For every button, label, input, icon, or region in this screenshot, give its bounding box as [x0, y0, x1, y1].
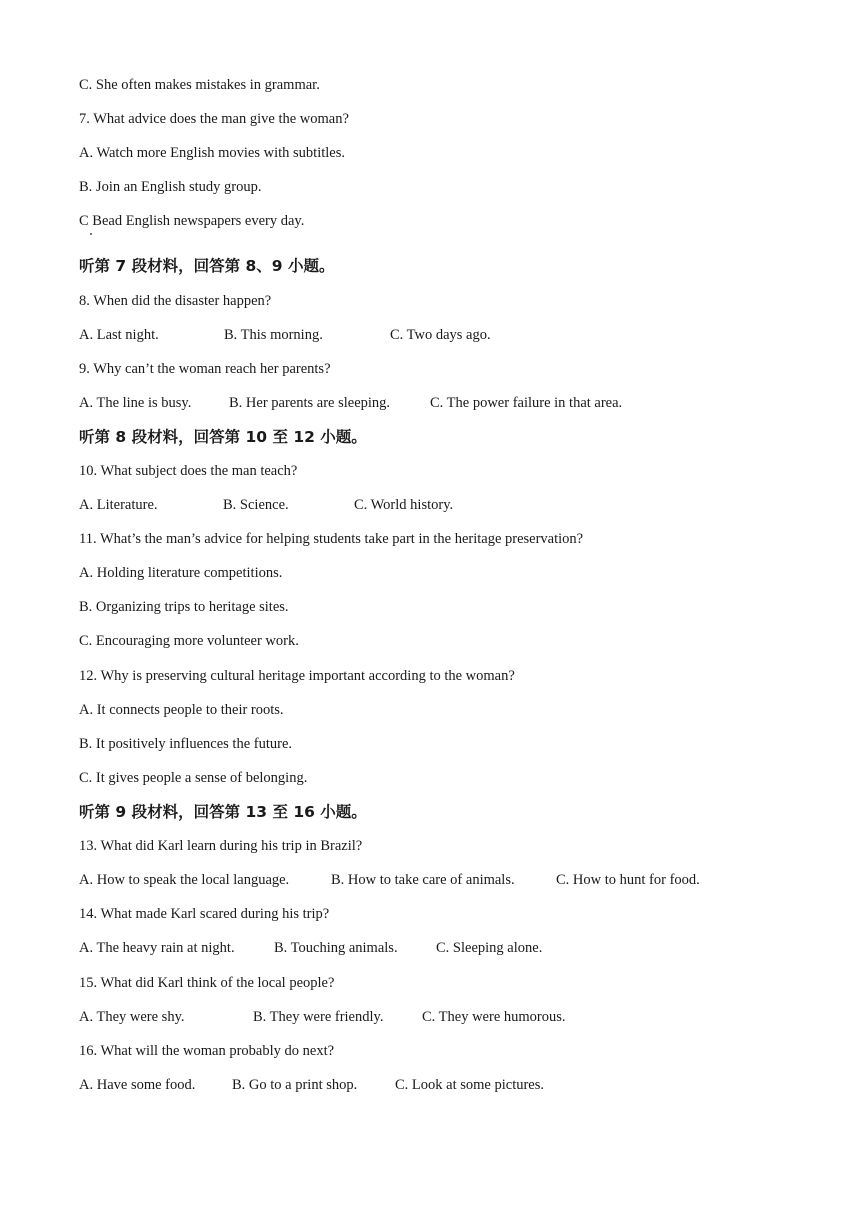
q14-option-a: A. The heavy rain at night. — [79, 940, 235, 956]
q8-option-b: B. This morning. — [224, 327, 323, 343]
q7-option-c: C Bead English newspapers every day. — [79, 213, 305, 229]
q9-option-a: A. The line is busy. — [79, 395, 192, 411]
section-heading-7: 听第 7 段材料，回答第 8、9 小题。 — [79, 257, 335, 275]
q15-option-c: C. They were humorous. — [422, 1009, 566, 1025]
section-heading-8: 听第 8 段材料，回答第 10 至 12 小题。 — [79, 428, 367, 446]
q15-option-a: A. They were shy. — [79, 1009, 185, 1025]
q9-question: 9. Why can’t the woman reach her parents? — [79, 361, 331, 377]
q15-question: 15. What did Karl think of the local people? — [79, 975, 335, 991]
q7-option-a: A. Watch more English movies with subtitles. — [79, 145, 345, 161]
q14-option-c: C. Sleeping alone. — [436, 940, 543, 956]
scan-speck — [90, 233, 92, 235]
q10-option-b: B. Science. — [223, 497, 289, 513]
q15-option-b: B. They were friendly. — [253, 1009, 384, 1025]
q11-option-a: A. Holding literature competitions. — [79, 565, 283, 581]
q13-option-b: B. How to take care of animals. — [331, 872, 515, 888]
q12-option-a: A. It connects people to their roots. — [79, 702, 284, 718]
q7-option-b: B. Join an English study group. — [79, 179, 262, 195]
q12-question: 12. Why is preserving cultural heritage important according to the woman? — [79, 668, 515, 684]
q14-question: 14. What made Karl scared during his trip? — [79, 906, 330, 922]
q10-question: 10. What subject does the man teach? — [79, 463, 298, 479]
q16-question: 16. What will the woman probably do next? — [79, 1043, 335, 1059]
q13-question: 13. What did Karl learn during his trip in Brazil? — [79, 838, 363, 854]
q11-question: 11. What’s the man’s advice for helping students take part in the heritage preservation? — [79, 531, 584, 547]
q9-option-c: C. The power failure in that area. — [430, 395, 623, 411]
q13-option-c: C. How to hunt for food. — [556, 872, 700, 888]
q12-option-b: B. It positively influences the future. — [79, 736, 293, 752]
q7-question: 7. What advice does the man give the woman? — [79, 111, 349, 127]
q16-option-a: A. Have some food. — [79, 1077, 196, 1093]
q8-option-a: A. Last night. — [79, 327, 159, 343]
q14-option-b: B. Touching animals. — [274, 940, 398, 956]
section-heading-9: 听第 9 段材料，回答第 13 至 16 小题。 — [79, 803, 367, 821]
q16-option-b: B. Go to a print shop. — [232, 1077, 358, 1093]
q16-option-c: C. Look at some pictures. — [395, 1077, 545, 1093]
q9-option-b: B. Her parents are sleeping. — [229, 395, 391, 411]
q8-option-c: C. Two days ago. — [390, 327, 491, 343]
q6-option-c: C. She often makes mistakes in grammar. — [79, 77, 320, 93]
q12-option-c: C. It gives people a sense of belonging. — [79, 770, 308, 786]
q11-option-b: B. Organizing trips to heritage sites. — [79, 599, 289, 615]
q10-option-a: A. Literature. — [79, 497, 158, 513]
q11-option-c: C. Encouraging more volunteer work. — [79, 633, 299, 649]
q10-option-c: C. World history. — [354, 497, 454, 513]
q8-question: 8. When did the disaster happen? — [79, 293, 272, 309]
q13-option-a: A. How to speak the local language. — [79, 872, 290, 888]
